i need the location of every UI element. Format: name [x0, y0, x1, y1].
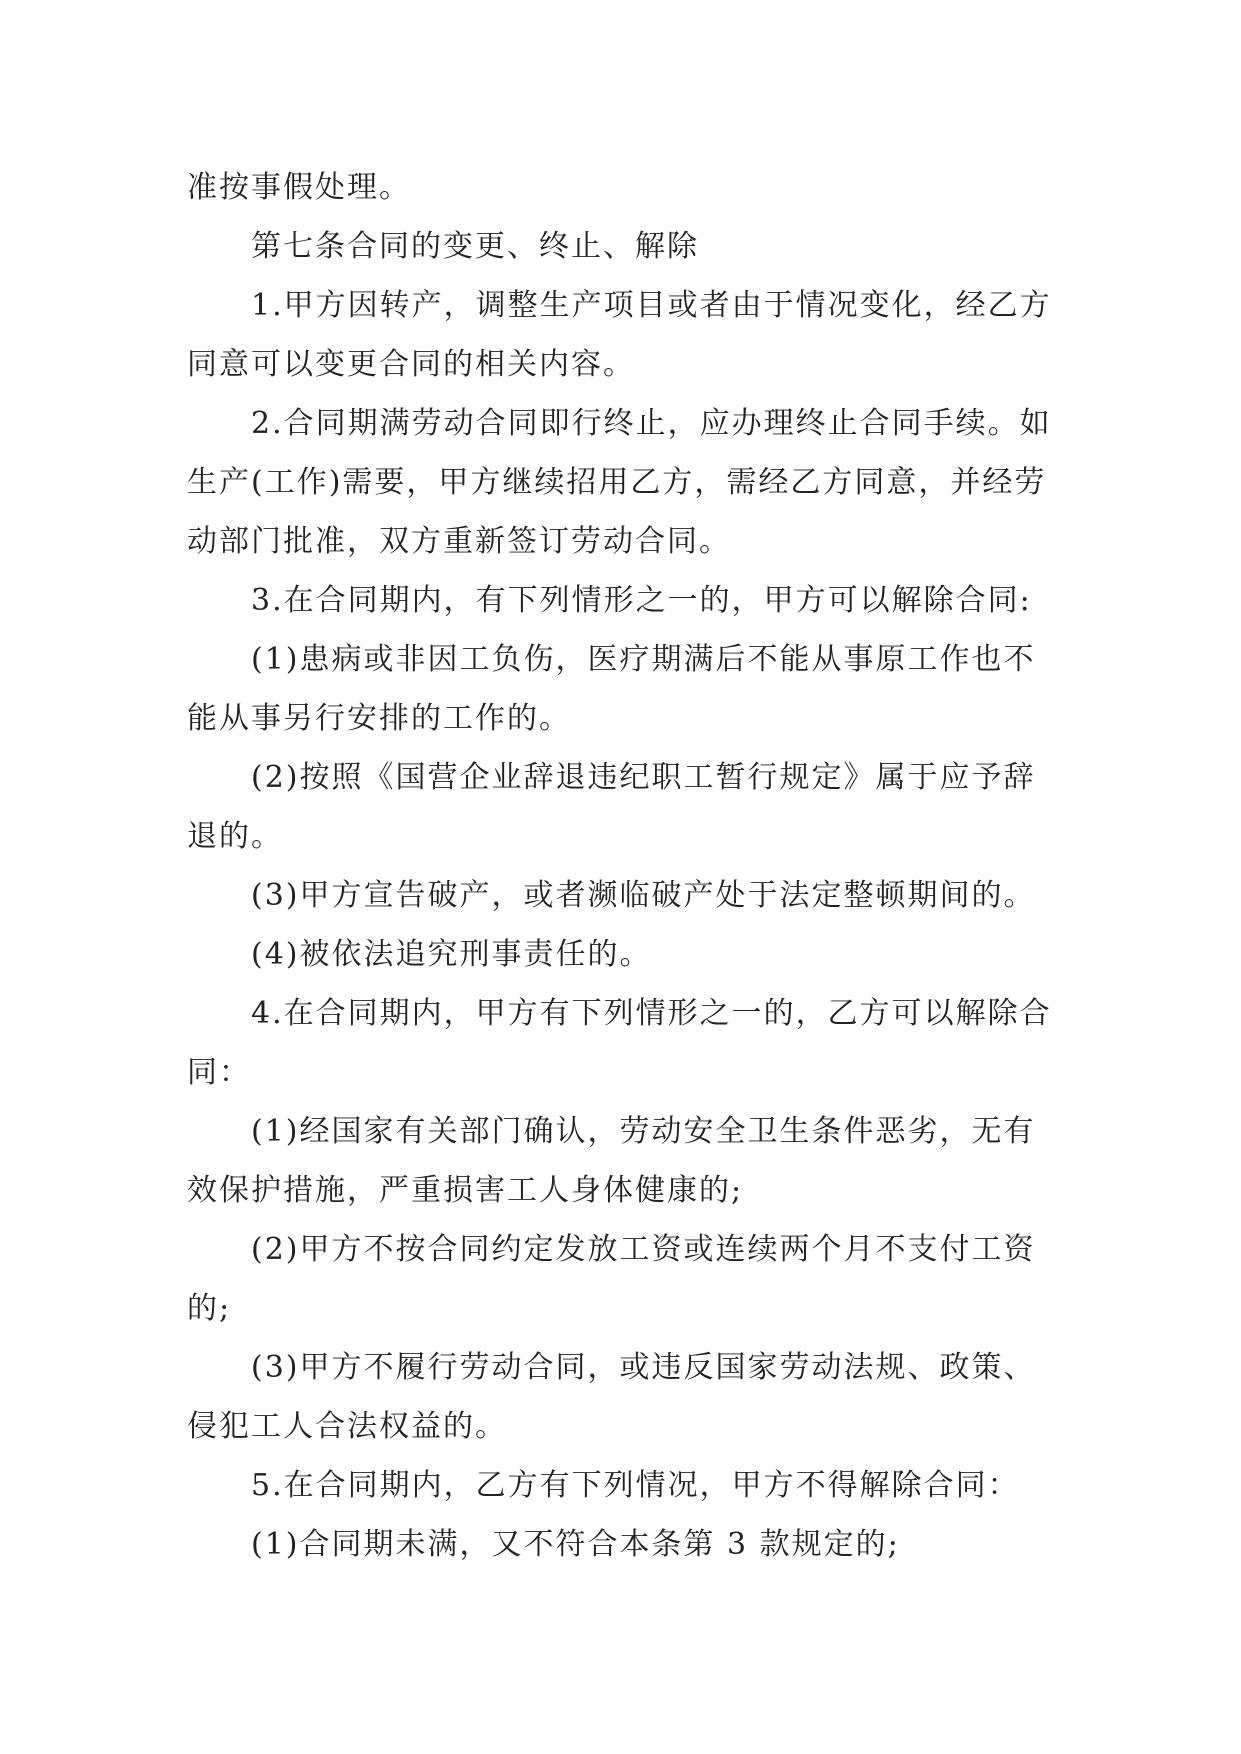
clause-3-item-4: (4)被依法追究刑事责任的。 [251, 937, 652, 972]
clause-4-item-2: (2)甲方不按合同约定发放工资或连续两个月不支付工资的; [187, 1232, 1036, 1326]
clause-3-item-1: (1)患病或非因工负伤，医疗期满后不能从事原工作也不能从事另行安排的工作的。 [187, 642, 1036, 736]
clause-2: 2.合同期满劳动合同即行终止，应办理终止合同手续。如生产(工作)需要，甲方继续招用乙方，需经乙方同意，并经劳动部门批准，双方重新签订劳动合同。 [187, 406, 1052, 559]
clause-4: 4.在合同期内，甲方有下列情形之一的，乙方可以解除合同： [187, 996, 1052, 1090]
clause-4-item-1: (1)经国家有关部门确认，劳动安全卫生条件恶劣，无有效保护措施，严重损害工人身体健康的; [187, 1114, 1036, 1208]
clause-4-item-3: (3)甲方不履行劳动合同，或违反国家劳动法规、政策、侵犯工人合法权益的。 [187, 1350, 1036, 1444]
document-body [187, 158, 1057, 1574]
paragraph-leave-handling: 准按事假处理。 [187, 170, 411, 205]
clause-3-item-2: (2)按照《国营企业辞退违纪职工暂行规定》属于应予辞退的。 [187, 760, 1036, 854]
clause-5-item-1: (1)合同期未满，又不符合本条第 3 款规定的; [251, 1527, 900, 1562]
article-seven-heading: 第七条合同的变更、终止、解除 [251, 229, 699, 264]
clause-3-item-3: (3)甲方宣告破产，或者濒临破产处于法定整顿期间的。 [251, 878, 1036, 913]
clause-3: 3.在合同期内，有下列情形之一的，甲方可以解除合同: [251, 583, 1032, 618]
clause-5: 5.在合同期内，乙方有下列情况，甲方不得解除合同： [251, 1468, 1020, 1503]
clause-1: 1.甲方因转产，调整生产项目或者由于情况变化，经乙方同意可以变更合同的相关内容。 [187, 288, 1052, 382]
